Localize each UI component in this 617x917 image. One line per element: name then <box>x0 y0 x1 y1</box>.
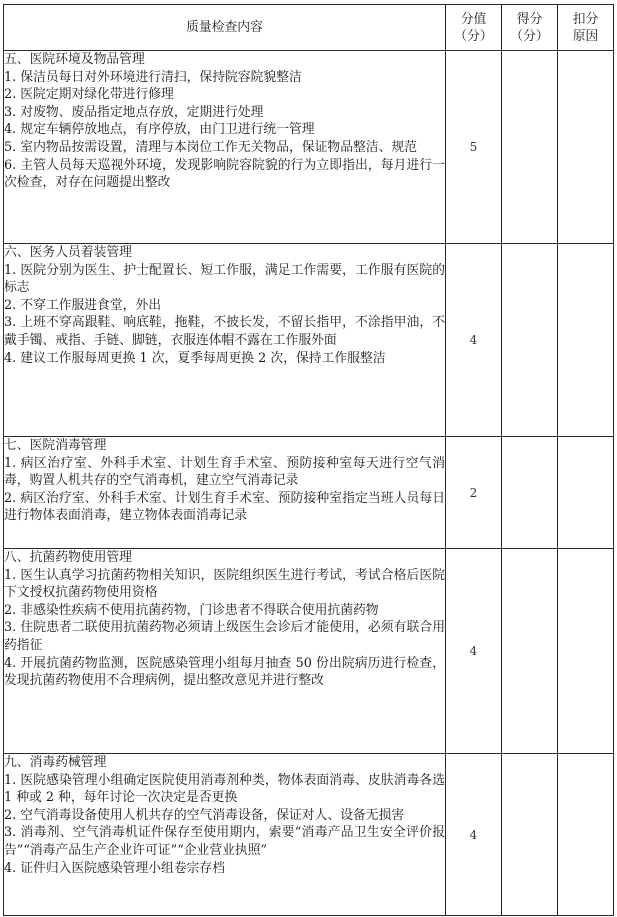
list-item: 2. 病区治疗室、外科手术室、计划生育手术室、预防接种室指定当班人员每日进行物体表面消毒，建立物体表面消毒记录 <box>4 490 445 524</box>
section-title: 七、医院消毒管理 <box>4 438 107 453</box>
section-title: 八、抗菌药物使用管理 <box>4 550 132 565</box>
list-item: 4. 证件归入医院感染管理小组卷宗存档 <box>4 860 226 876</box>
deduct-reason-cell <box>558 437 614 549</box>
got-score-cell <box>502 754 558 916</box>
header-score-line1: 分值 <box>460 11 487 27</box>
list-item: 2. 医院定期对绿化带进行修理 <box>4 87 174 103</box>
header-content-label: 质量检查内容 <box>186 20 263 35</box>
section-title: 六、医务人员着装管理 <box>4 245 132 260</box>
table-row <box>4 244 614 437</box>
header-score-line2: （分） <box>454 28 493 44</box>
deduct-reason-cell <box>558 51 614 244</box>
header-deduct <box>558 5 614 51</box>
deduct-reason-cell <box>558 549 614 754</box>
got-score-cell <box>502 51 558 244</box>
deduct-reason-cell <box>558 244 614 437</box>
quality-check-table <box>3 4 614 916</box>
table-row <box>4 549 614 754</box>
score-cell: 4 <box>446 549 502 754</box>
list-item: 6. 主管人员每天巡视外环境，发现影响院容院貌的行为立即指出，每月进行一次检查，对存在问题提出整改 <box>4 157 445 191</box>
header-score <box>446 5 502 51</box>
got-score-cell <box>502 549 558 754</box>
section-content <box>4 437 446 549</box>
list-item: 4. 规定车辆停放地点，有序停放，由门卫进行统一管理 <box>4 122 315 138</box>
table-row <box>4 754 614 916</box>
list-item: 3. 住院患者二联使用抗菌药物必须请上级医生会诊后才能使用，必须有联合用药指征 <box>4 620 445 653</box>
score-cell: 5 <box>446 51 502 244</box>
got-score-cell <box>502 244 558 437</box>
list-item: 3. 上班不穿高跟鞋、响底鞋，拖鞋，不披长发，不留长指甲，不涂指甲油，不戴手镯、戒指、手链、脚链，衣服连体帽不露在工作服外面 <box>4 315 445 348</box>
score-cell: 4 <box>446 754 502 916</box>
header-got <box>502 5 558 51</box>
header-got-line2: （分） <box>510 28 549 44</box>
deduct-reason-cell <box>558 754 614 916</box>
list-item: 1. 保洁员每日对外环境进行清扫，保持院容院貌整洁 <box>4 69 302 85</box>
section-content <box>4 244 446 437</box>
list-item: 5. 室内物品按需设置，清理与本岗位工作无关物品，保证物品整洁、规范 <box>4 139 417 155</box>
header-got-line1: 得分 <box>516 11 543 27</box>
list-item: 4. 开展抗菌药物监测，医院感染管理小组每月抽查 50 份出院病历进行检查，发现抗菌药物使用不合理病例，提出整改意见并进行整改 <box>4 655 445 689</box>
list-item: 1. 医生认真学习抗菌药物相关知识，医院组织医生进行考试，考试合格后医院下文授权抗菌药物使用资格 <box>4 567 445 601</box>
list-item: 3. 对废物、废品指定地点存放，定期进行处理 <box>4 104 264 120</box>
list-item: 4. 建议工作服每周更换 1 次，夏季每周更换 2 次，保持工作服整洁 <box>4 350 386 366</box>
section-content <box>4 51 446 244</box>
section-content <box>4 754 446 916</box>
list-item: 1. 医院分别为医生、护士配置长、短工作服，满足工作需要，工作服有医院的标志 <box>4 262 445 296</box>
table-header-row <box>4 5 614 51</box>
section-title: 五、医院环境及物品管理 <box>4 52 145 67</box>
list-item: 1. 医院感染管理小组确定医院使用消毒剂种类，物体表面消毒、皮肤消毒各选 1 种或 2 种，每年讨论一次决定是否更换 <box>4 772 445 806</box>
header-deduct-line2: 原因 <box>572 28 599 44</box>
list-item: 2. 空气消毒设备使用人机共存的空气消毒设备，保证对人、设备无损害 <box>4 807 405 823</box>
header-deduct-line1: 扣分 <box>572 11 599 27</box>
list-item: 2. 非感染性疾病不使用抗菌药物，门诊患者不得联合使用抗菌药物 <box>4 602 379 618</box>
got-score-cell <box>502 437 558 549</box>
table-row <box>4 51 614 244</box>
score-cell: 4 <box>446 244 502 437</box>
score-cell: 2 <box>446 437 502 549</box>
list-item: 3. 消毒剂、空气消毒机证件保存至使用期内，索要“消毒产品卫生安全评价报告”“消毒产品生产企业许可证”“企业营业执照” <box>4 825 445 858</box>
header-content <box>4 5 446 51</box>
list-item: 1. 病区治疗室、外科手术室、计划生育手术室、预防接种室每天进行空气消毒，购置人机共存的空气消毒机，建立空气消毒记录 <box>4 455 445 489</box>
section-content <box>4 549 446 754</box>
table-row <box>4 437 614 549</box>
list-item: 2. 不穿工作服进食堂，外出 <box>4 297 162 313</box>
section-title: 九、消毒药械管理 <box>4 755 107 770</box>
